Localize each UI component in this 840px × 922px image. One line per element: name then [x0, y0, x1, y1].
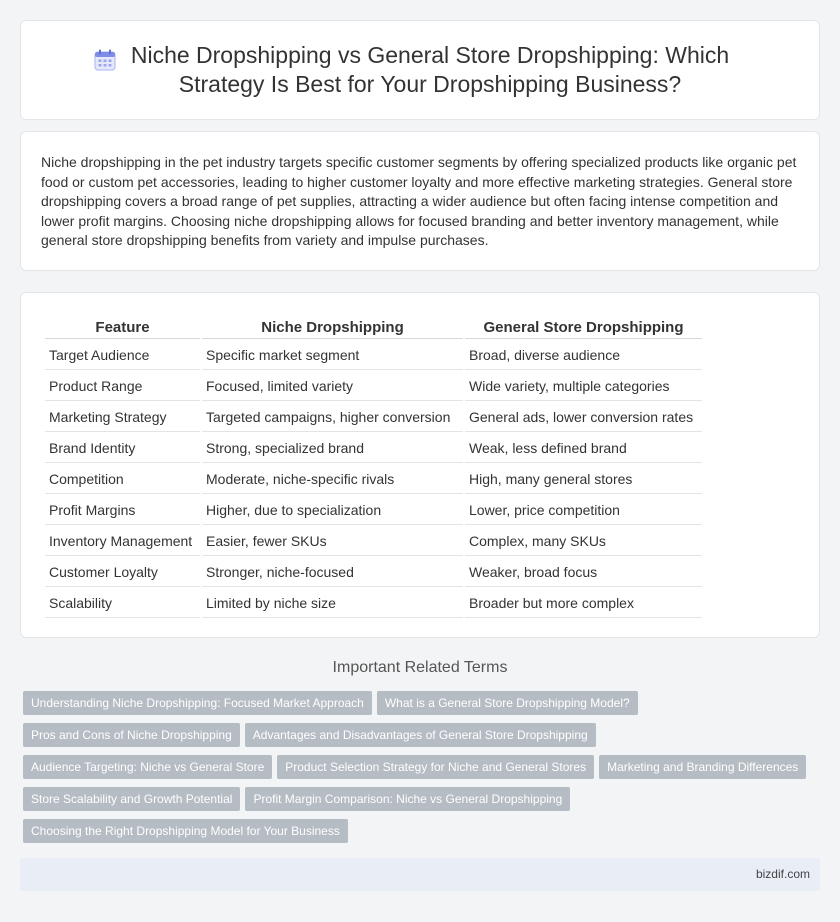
- intro-card: [20, 131, 820, 271]
- feature-cell: Product Range: [45, 372, 200, 401]
- table-row: [45, 496, 702, 525]
- general-cell: Weaker, broad focus: [465, 558, 702, 587]
- niche-cell: Higher, due to specialization: [202, 496, 463, 525]
- niche-cell: Specific market segment: [202, 341, 463, 370]
- feature-cell: Target Audience: [45, 341, 200, 370]
- table-row: [45, 372, 702, 401]
- table-row: [45, 527, 702, 556]
- general-cell: General ads, lower conversion rates: [465, 403, 702, 432]
- feature-cell: Profit Margins: [45, 496, 200, 525]
- related-term-tag[interactable]: Marketing and Branding Differences: [599, 755, 806, 779]
- feature-cell: Competition: [45, 465, 200, 494]
- page-title: Niche Dropshipping vs General Store Dropshipping: Which Strategy Is Best for Your Dropshipping Business?: [130, 42, 730, 97]
- header-niche: Niche Dropshipping: [202, 315, 463, 339]
- general-cell: Complex, many SKUs: [465, 527, 702, 556]
- table-row: [45, 434, 702, 463]
- footer-site-link[interactable]: bizdif.com: [755, 867, 810, 881]
- table-header-row: [45, 315, 702, 339]
- niche-cell: Stronger, niche-focused: [202, 558, 463, 587]
- niche-cell: Targeted campaigns, higher conversion: [202, 403, 463, 432]
- related-terms-list: [23, 691, 823, 851]
- related-term-tag[interactable]: Understanding Niche Dropshipping: Focused Market Approach: [23, 691, 372, 715]
- niche-cell: Focused, limited variety: [202, 372, 463, 401]
- intro-paragraph: Niche dropshipping in the pet industry targets specific customer segments by offering specialized products like organic pet food or custom pet accessories, leading to higher customer loyalty and more effective marketing strategies. General store dropshipping covers a broad range of pet supplies, attracting a wider audience but often facing intense competition and lower profit margins. Choosing niche dropshipping allows for focused branding and better inventory management, while general store dropshipping benefits from variety and impulse purchases.: [41, 154, 797, 249]
- related-term-tag[interactable]: Pros and Cons of Niche Dropshipping: [23, 723, 240, 747]
- header-feature: Feature: [45, 315, 200, 339]
- table-row: [45, 403, 702, 432]
- related-term-tag[interactable]: Audience Targeting: Niche vs General Store: [23, 755, 272, 779]
- feature-cell: Customer Loyalty: [45, 558, 200, 587]
- related-term-tag[interactable]: Store Scalability and Growth Potential: [23, 787, 240, 811]
- general-cell: Broad, diverse audience: [465, 341, 702, 370]
- general-cell: Broader but more complex: [465, 589, 702, 618]
- feature-cell: Inventory Management: [45, 527, 200, 556]
- related-term-tag[interactable]: Choosing the Right Dropshipping Model for Your Business: [23, 819, 348, 843]
- comparison-table: [43, 313, 704, 620]
- general-cell: High, many general stores: [465, 465, 702, 494]
- title-card: [20, 20, 820, 120]
- feature-cell: Brand Identity: [45, 434, 200, 463]
- general-cell: Lower, price competition: [465, 496, 702, 525]
- table-row: [45, 589, 702, 618]
- niche-cell: Limited by niche size: [202, 589, 463, 618]
- feature-cell: Scalability: [45, 589, 200, 618]
- footer: [20, 858, 820, 891]
- comparison-table-card: [20, 292, 820, 638]
- general-cell: Weak, less defined brand: [465, 434, 702, 463]
- related-term-tag[interactable]: Advantages and Disadvantages of General Store Dropshipping: [245, 723, 596, 747]
- niche-cell: Moderate, niche-specific rivals: [202, 465, 463, 494]
- niche-cell: Easier, fewer SKUs: [202, 527, 463, 556]
- feature-cell: Marketing Strategy: [45, 403, 200, 432]
- header-general: General Store Dropshipping: [465, 315, 702, 339]
- table-row: [45, 558, 702, 587]
- table-row: [45, 341, 702, 370]
- general-cell: Wide variety, multiple categories: [465, 372, 702, 401]
- niche-cell: Strong, specialized brand: [202, 434, 463, 463]
- related-term-tag[interactable]: What is a General Store Dropshipping Model?: [377, 691, 638, 715]
- table-row: [45, 465, 702, 494]
- related-term-tag[interactable]: Product Selection Strategy for Niche and General Stores: [277, 755, 594, 779]
- related-term-tag[interactable]: Profit Margin Comparison: Niche vs General Dropshipping: [245, 787, 570, 811]
- related-terms-heading: Important Related Terms: [332, 659, 508, 676]
